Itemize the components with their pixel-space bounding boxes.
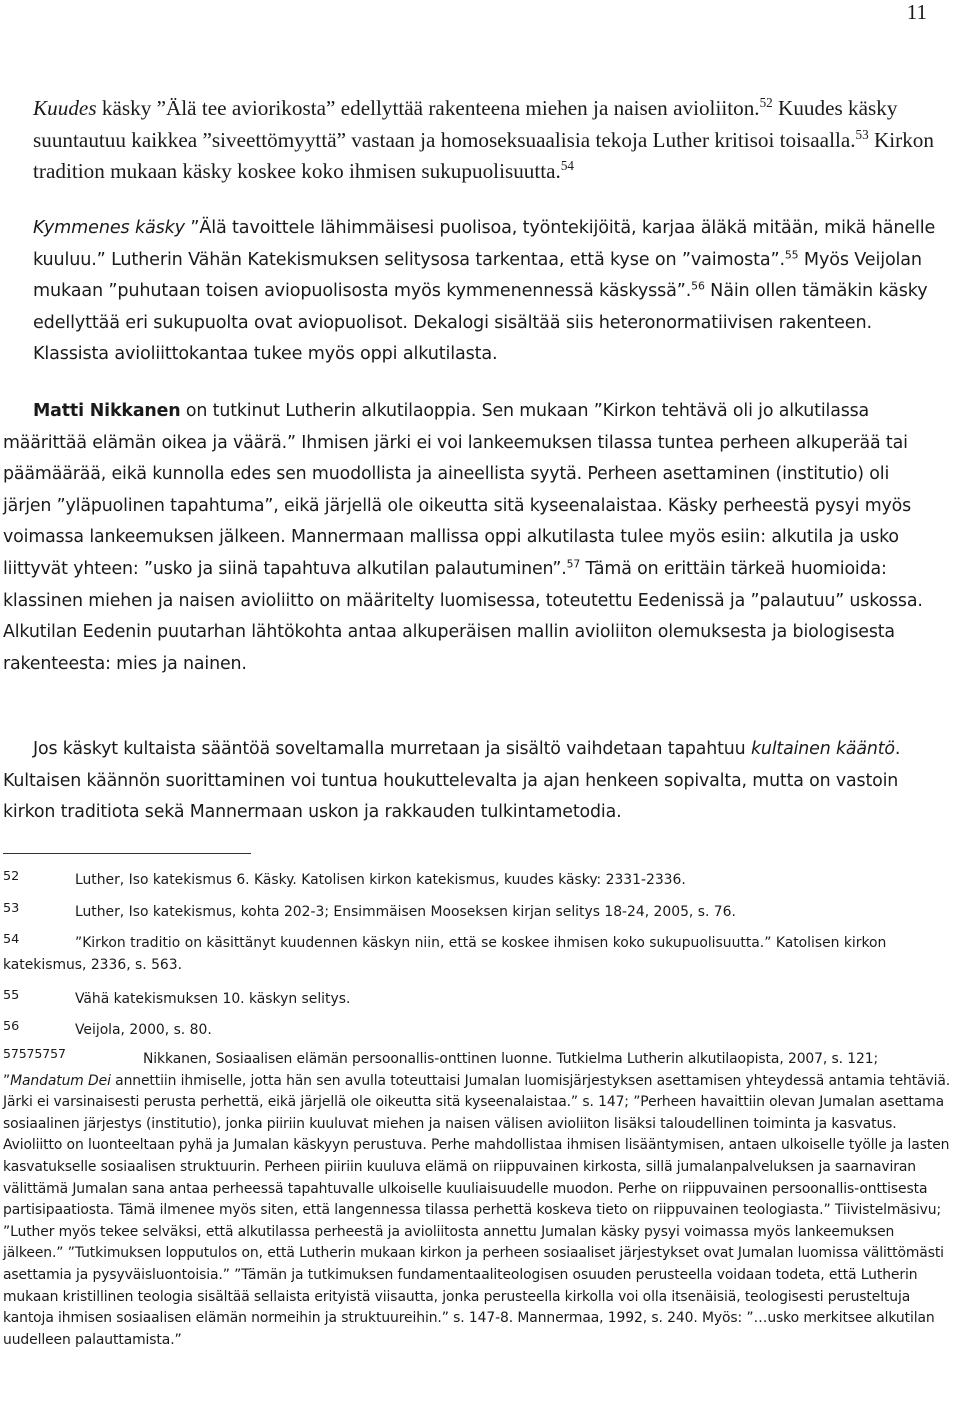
page-number: 11 (906, 0, 927, 24)
footnote-56 (3, 1016, 953, 1041)
footnote-55 (3, 985, 953, 1010)
body-text: käsky ”Älä tee aviorikosta” edellyttää rakenteena miehen ja naisen avioliiton. (96, 96, 760, 120)
footnote-52 (3, 866, 953, 891)
footnote-text: Luther, Iso katekismus 6. Käsky. Katolisen kirkon katekismus, kuudes käsky: 2331-2336. (75, 872, 686, 888)
footnote-ref[interactable]: 53 (855, 126, 869, 142)
body-text: . Kultaisen käännön suorittaminen voi tuntua houkuttelevalta ja ajan henkeen sopivalta, mutta on vastoin kirkon traditiota sekä Mannermaan uskon ja rakkauden tulkintametodia. (3, 739, 901, 823)
footnote-number: 52 (3, 869, 20, 884)
footnote-number: 55 (3, 988, 20, 1003)
author-name: Matti Nikkanen (33, 401, 181, 421)
footnote-54 (3, 929, 953, 976)
paragraph-tenth-commandment (33, 213, 938, 371)
paragraph-golden-rule (3, 734, 938, 829)
footnote-number: 53 (3, 901, 20, 916)
footnote-text: Vähä katekismuksen 10. käskyn selitys. (75, 991, 351, 1007)
body-text: Kuudes käsky suuntautuu kaikkea ”siveettömyyttä” vastaan ja homoseksuaalisia tekoja Luther kritisoi toisaalla. (33, 96, 898, 152)
emphasis-text: Kymmenes käsky (33, 218, 185, 238)
footnote-ref[interactable]: 57 (566, 557, 581, 571)
footnote-ref[interactable]: 52 (759, 94, 773, 110)
footnote-separator (3, 853, 251, 854)
emphasis-text: kultainen kääntö (750, 739, 895, 759)
footnote-number: 54 (3, 932, 20, 947)
body-text: on tutkinut Lutherin alkutilaoppia. Sen mukaan ”Kirkon tehtävä oli jo alkutilassa määrittää elämän oikea ja väärä.” Ihmisen järki ei voi lankeemuksen tilassa tuntea perheen alkuperää tai päämäärää, eikä kunnolla edes sen muodollista ja aineellista syytä. Perheen asettaminen (institutio) oli järjen ”yläpuolinen tapahtuma”, eikä järjellä ole oikeutta sitä kyseenalaistaa. Käsky perheestä pysyi myös voimassa lankeemuksen jälkeen. Mannermaan mallissa oppi alkutilasta tulee myös esiin: alkutila ja usko liittyvät yhteen: ”usko ja siinä tapahtuva alkutilan palautuminen”. (3, 401, 912, 579)
footnote-text: Luther, Iso katekismus, kohta 202-3; Ensimmäisen Mooseksen kirjan selitys 18-24, 2005, s. 76. (75, 904, 736, 920)
body-text: Näin ollen tämäkin käsky edellyttää eri sukupuolta ovat aviopuolisot. Dekalogi sisältää siis heteronormatiivisen rakenteen. Klassista avioliittokantaa tukee myös oppi alkutilasta. (33, 281, 928, 364)
footnote-text: ”Kirkon traditio on käsittänyt kuudennen käskyn niin, että se koskee ihmisen koko sukupuolisuutta.” Katolisen kirkon katekismus, 2336, s. 563. (3, 935, 887, 973)
footnote-ref[interactable]: 55 (784, 247, 799, 261)
footnote-number: 56 (3, 1019, 20, 1034)
footnote-57 (3, 1043, 953, 1351)
paragraph-sixth-commandment (33, 93, 938, 188)
footnote-text: Nikkanen, Sosiaalisen elämän persoonallis-onttinen luonne. Tutkielma Lutherin alkutilaopista, 2007, s. 121; ” (3, 1051, 879, 1089)
paragraph-nikkanen (3, 396, 938, 680)
footnote-number: 57575757 (3, 1046, 66, 1061)
body-text: Myös Veijolan mukaan ”puhutaan toisen aviopuolisosta myös kymmenennessä käskyssä”. (33, 249, 922, 301)
emphasis-text: Mandatum Dei (10, 1072, 111, 1089)
body-text: ”Älä tavoittele lähimmäisesi puolisoa, työntekijöitä, karjaa äläkä mitään, mikä hänelle kuuluu.” Lutherin Vähän Katekismuksen selitysosa tarkentaa, että kyse on ”vaimosta”. (33, 218, 936, 270)
body-text: Tämä on erittäin tärkeä huomioida: klassinen miehen ja naisen avioliitto on määritelty luomisessa, toteutettu Eedenissä ja ”palautuu” uskossa. Alkutilan Eedenin puutarhan lähtökohta antaa alkuperäisen mallin avioliiton olemuksesta ja biologisesta rakenteesta: mies ja nainen. (3, 558, 923, 674)
body-text: Jos käskyt kultaista sääntöä soveltamalla murretaan ja sisältö vaihdetaan tapahtuu (33, 739, 751, 759)
footnote-text: Veijola, 2000, s. 80. (75, 1022, 212, 1038)
footnote-ref[interactable]: 54 (560, 157, 574, 173)
emphasis-text: Kuudes (33, 96, 97, 120)
footnote-53 (3, 898, 953, 923)
footnote-text: annettiin ihmiselle, jotta hän sen avulla toteuttaisi Jumalan luomisjärjestyksen asettamisen yhteydessä antamia tehtäviä. Järki ei varsinaisesti perusta perhettä, eikä järjellä ole oikeutta sitä kyseenalaistaa.” s. 147; ”Perheen havaittiin olevan Jumalan asettama sosiaalinen järjestys (institutio), jonka piiriin kuuluvat miehen ja naisen välisen avioliiton lisäksi taloudellinen toiminta ja kasvatus. Avioliitto on luonteeltaan pyhä ja Jumalan käskyyn perustuva. Perhe mahdollistaa ihmisen lisääntymisen, antaen ulkoiselle työlle ja lasten kasvatukselle sosiaalisen struktuurin. Perheen piiriin kuuluva elämä on riippuvainen kirkosta, sillä jumalanpalveluksen ja saarnaviran välittämä Jumalan sana antaa perheessä tapahtuvalle ulkoiselle kuuliaisuudelle muodon. Perhe on riippuvainen persoonallis-onttisesta partisipaatiosta. Tämä ilmenee myös siten, että langennessa tilassa perhettä koskeva tieto on riippuvainen teologiasta.” Tiivistelmäsivu; ”Luther myös tekee selväksi, että alkutilassa perheestä ja avioliitosta annettu Jumalan käsky pysyi voimassa myös lankeemuksen jälkeen.” ”Tutkimuksen lopputulos on, että Lutherin mukaan kirkon ja perheen sosiaaliset järjestykset ovat Jumalan luomissa välittömästi asettamia ja pysyväisluontoisia.” ”Tämän ja tutkimuksen fundamentaaliteologisen osuuden perusteella voidaan todeta, että Lutherin mukaan kristillinen teologia sisältää sellaista erityistä viisautta, jonka perusteella kirkolla voi olla itsenäisiä, teologisesti perusteltuja kantoja ihmisen sosiaalisen elämän normeihin ja struktuureihin.” s. 147-8. Mannermaa, 1992, s. 240. Myös: ”…usko merkitsee alkutilan uudelleen palauttamista.” (3, 1072, 951, 1348)
footnote-ref[interactable]: 56 (691, 279, 705, 293)
body-text: Kirkon tradition mukaan käsky koskee koko ihmisen sukupuolisuutta. (33, 127, 934, 183)
